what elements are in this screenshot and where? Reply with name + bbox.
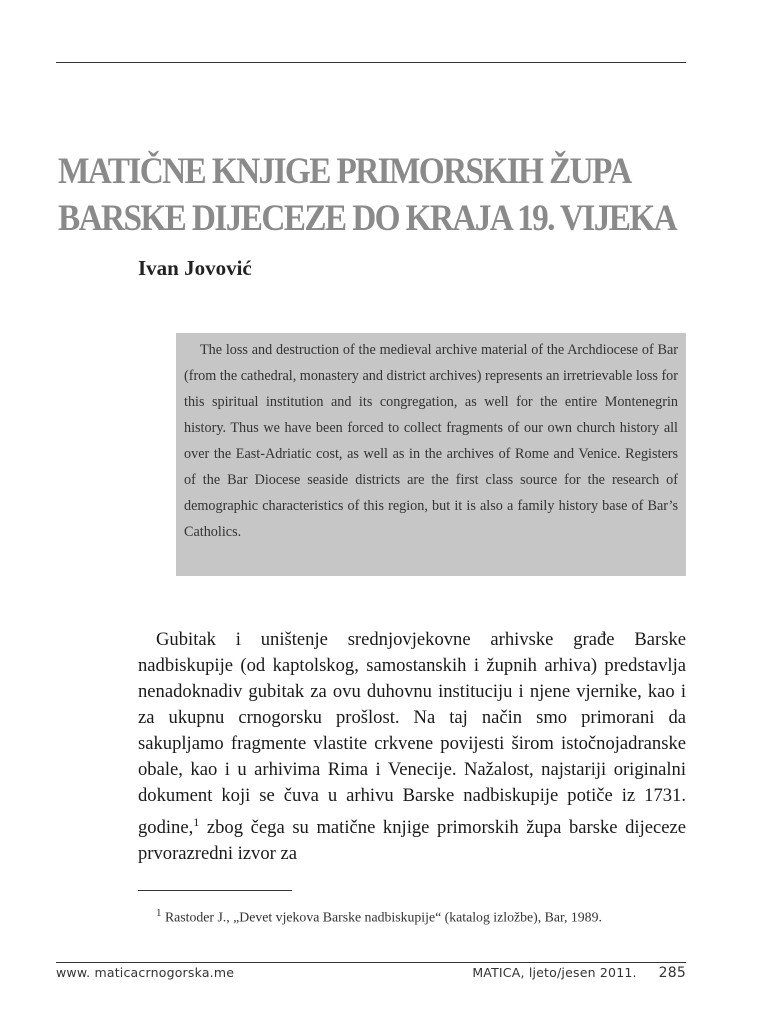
body-text-part-2: zbog čega su matične knjige primorskih župa barske dijeceze prvorazredni izvor za	[138, 817, 686, 865]
header-rule	[56, 62, 686, 63]
footer-rule	[56, 962, 686, 963]
article-title-line-2: BARSKE DIJECEZE DO KRAJA 19. VIJEKA	[58, 198, 677, 239]
body-text-part-1: Gubitak i uništenje srednjovjekovne arhivske građe Barske nadbiskupije (od kaptolskog, samostanskih i župnih arhiva) predstavlja nenadoknadiv gubitak za ovu duhovnu instituciju i njene vjernike, kao i za ukupnu crnogorsku prošlost. Na taj način smo primorani da sakupljamo fragmente vlastite crkvene povijesti širom istočnojadranske obale, kao i u arhivima Rima i Venecije. Nažalost, najstariji originalni dokument koji se čuva u arhivu Barske nadbiskupije potiče iz 1731. godine,	[138, 629, 686, 839]
footnote-reference[interactable]: 1	[193, 815, 200, 829]
abstract-text: The loss and destruction of the medieval archive material of the Archdiocese of Bar (from the cathedral, monastery and district archives) represents an irretrievable loss for this spiritual institution and its congregation, as well for the entire Montenegrin history. Thus we have been forced to collect fragments of our own church history all over the East-Adriatic cost, as well as in the archives of Rome and Venice. Registers of the Bar Diocese seaside districts are the first class source for the research of demographic characteristics of this region, but it is also a family history base of Bar’s Catholics.	[184, 342, 678, 540]
author-name: Ivan Jovović	[138, 256, 252, 280]
footer-website: www. maticacrnogorska.me	[56, 965, 235, 980]
article-title-line-1: MATIČNE KNJIGE PRIMORSKIH ŽUPA	[58, 151, 631, 192]
footnote-rule	[138, 890, 292, 891]
footnote-text: Rastoder J., „Devet vjekova Barske nadbiskupije“ (katalog izložbe), Bar, 1989.	[161, 909, 602, 925]
body-paragraph	[138, 627, 686, 867]
footnote	[138, 900, 686, 931]
footer-journal-info	[472, 965, 686, 981]
article-title	[58, 148, 677, 242]
page-number: 285	[658, 965, 686, 981]
abstract-box	[176, 333, 686, 576]
footnote-number: 1	[156, 907, 162, 919]
footer-journal: MATICA, ljeto/jesen 2011.	[472, 965, 637, 980]
